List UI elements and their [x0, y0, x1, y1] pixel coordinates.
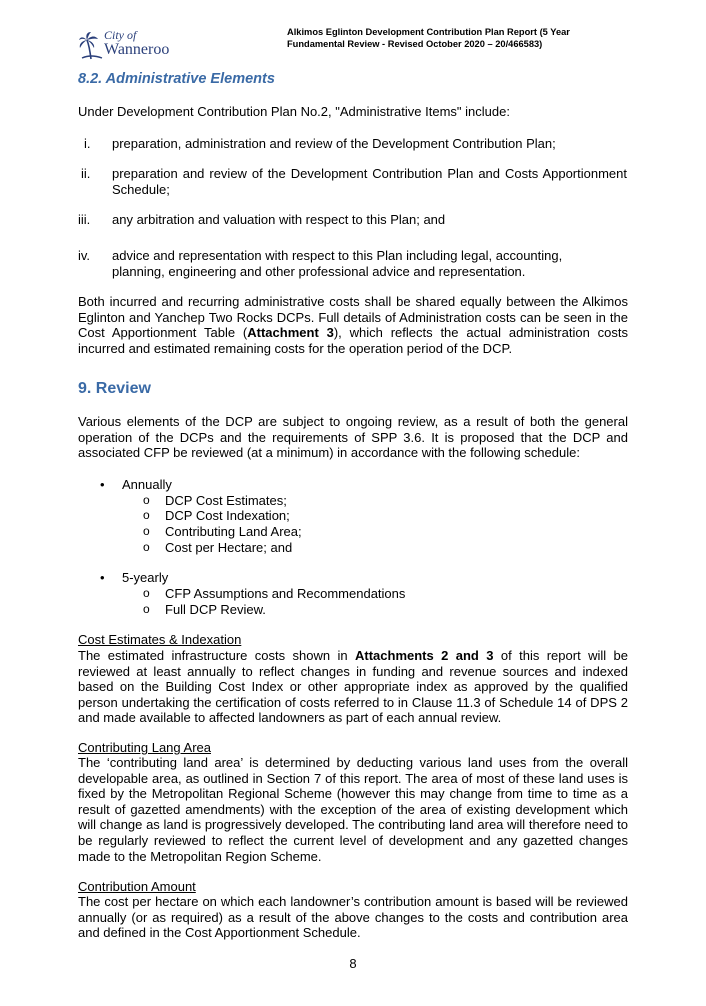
section-9-heading: 9. Review	[78, 380, 151, 397]
sub-bullet-icon: o	[143, 508, 150, 522]
schedule-item: DCP Cost Estimates;	[165, 493, 287, 508]
sub-bullet-icon: o	[143, 524, 150, 538]
paragraph-text: ), which reflects the actual administration costs incurred and estimated remaining costs for the operation period of the DCP.	[78, 325, 628, 356]
sub-bullet-icon: o	[143, 493, 150, 507]
schedule-item: Contributing Land Area;	[165, 524, 302, 539]
contributing-land-area-subheading: Contributing Lang Area	[78, 740, 211, 755]
list-item-text: preparation and review of the Development Contribution Plan and Costs Apportionment Schedule;	[112, 166, 627, 197]
schedule-label-5-yearly: 5-yearly	[122, 570, 169, 585]
list-item-text: advice and representation with respect to this Plan including legal, accounting, planning, engineering and other professional advice and representation.	[112, 248, 563, 279]
bullet-icon: •	[100, 570, 105, 585]
paragraph-text: Both incurred and recurring administrative costs shall be shared equally between the Alkimos Eglinton and Yanchep Two Rocks DCPs. Full details of Administration costs can be seen in the Cost Apportionment Table (	[78, 294, 628, 341]
header-title-line2: Fundamental Review - Revised October 2020 – 20/466583)	[287, 39, 543, 49]
schedule-item: Full DCP Review.	[165, 602, 266, 617]
city-of-wanneroo-logo	[78, 29, 178, 61]
header-title-line1: Alkimos Eglinton Development Contribution Plan Report (5 Year	[287, 27, 570, 37]
contribution-amount-subheading: Contribution Amount	[78, 879, 196, 894]
list-item-number: ii.	[81, 166, 91, 181]
list-item-number: iv.	[78, 248, 91, 263]
sub-bullet-icon: o	[143, 540, 150, 554]
sub-bullet-icon: o	[143, 602, 150, 616]
schedule-label-annually: Annually	[122, 477, 172, 492]
section-8-2-heading: 8.2. Administrative Elements	[78, 71, 275, 87]
document-header	[287, 26, 627, 50]
list-item-text: any arbitration and valuation with respect to this Plan; and	[112, 212, 446, 227]
paragraph-text: of this report will be reviewed at least annually to reflect changes in funding and revenue sources and indexed based on the Building Cost Index or other appropriate index as approved by the qualified person undertaking the certification of costs referred to in Clause 11.3 of Schedule 14 of DPS 2 and made available to affected landowners as part of each annual review.	[78, 648, 628, 726]
paragraph-text: The estimated infrastructure costs shown in	[78, 648, 355, 663]
list-item-number: iii.	[78, 212, 91, 227]
logo-city-text: City of	[104, 28, 137, 42]
page-number: 8	[349, 956, 357, 971]
palm-logo-icon	[78, 31, 104, 61]
list-item-number: i.	[84, 136, 91, 151]
schedule-item: CFP Assumptions and Recommendations	[165, 586, 406, 601]
logo-name-text: Wanneroo	[104, 41, 170, 58]
sub-bullet-icon: o	[143, 586, 150, 600]
contribution-amount-paragraph: The cost per hectare on which each landowner’s contribution amount is based will be reviewed annually (or as required) as a result of the above changes to the costs and contribution area and defined in the Cost Apportionment Schedule.	[78, 894, 628, 941]
schedule-item: Cost per Hectare; and	[165, 540, 293, 555]
section-9-intro: Various elements of the DCP are subject to ongoing review, as a result of both the general operation of the DCPs and the requirements of SPP 3.6. It is proposed that the DCP and associated CFP be reviewed (at a minimum) in accordance with the following schedule:	[78, 414, 628, 461]
cost-estimates-subheading: Cost Estimates & Indexation	[78, 632, 242, 647]
bullet-icon: •	[100, 477, 105, 492]
list-item-text: preparation, administration and review of the Development Contribution Plan;	[112, 136, 556, 151]
cost-estimates-paragraph	[78, 648, 628, 726]
attachments-reference: Attachments 2 and 3	[355, 648, 494, 663]
attachment-3-reference: Attachment 3	[247, 325, 334, 341]
section-8-2-intro: Under Development Contribution Plan No.2, "Administrative Items" include:	[78, 104, 510, 119]
administrative-costs-paragraph	[78, 294, 628, 356]
schedule-item: DCP Cost Indexation;	[165, 508, 290, 523]
contributing-land-area-paragraph: The ‘contributing land area’ is determined by deducting various land uses from the overall developable area, as outlined in Section 7 of this report. The area of most of these land uses is fixed by the Metropolitan Regional Scheme (however this may change from time to time as a result of gazetted amendments) with the exception of the area of existing development which will change as land is progressively developed. The contributing land area will therefore need to be regularly reviewed to reflect the current level of development and any gazetted changes made to the Metropolitan Region Scheme.	[78, 755, 628, 864]
